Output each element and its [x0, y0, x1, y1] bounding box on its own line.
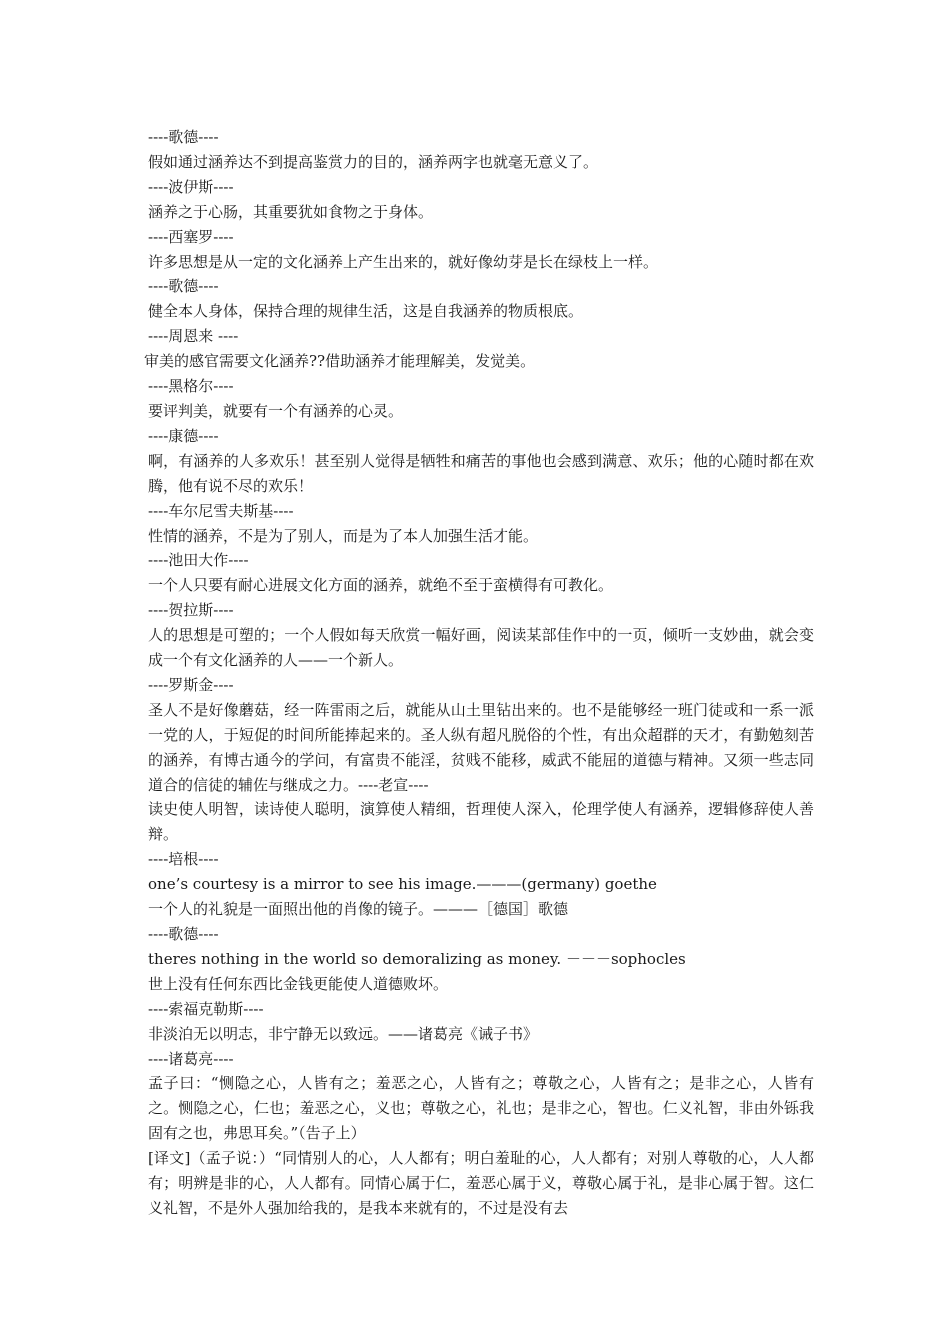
translation-paragraph: [译文]（孟子说：）“同情别人的心，人人都有；明白羞耻的心，人人都有；对别人尊敬的心，人人都有；明辨是非的心，人人都有。同情心属于仁，羞恶心属于义，尊敬心属于礼，是非心属于智。这仁义礼智，不是外人强加给我的，是我本来就有的，不过是没有去 [148, 1149, 814, 1217]
quote-paragraph: 一个人的礼貌是一面照出他的肖像的镜子。———［德国］歌德 [148, 900, 569, 919]
attribution-hegel: ----黑格尔---- [148, 377, 234, 396]
quote-paragraph: 圣人不是好像蘑菇，经一阵雷雨之后，就能从山土里钻出来的。也不是能够经一班门徒或和一系一派一党的人，于短促的时间所能捧起来的。圣人纵有超凡脱俗的个性，有出众超群的天才，有勤勉刻苦的涵养，有博古通今的学问，有富贵不能淫，贫贱不能移，威武不能屈的道德与精神。又须一些志同道合的信徒的辅佐与继成之力。----老宣---- [148, 700, 814, 794]
quote-paragraph: 审美的感官需要文化涵养??借助涵养才能理解美，发觉美。 [144, 352, 536, 371]
quote-paragraph: 世上没有任何东西比金钱更能使人道德败坏。 [148, 974, 449, 993]
attribution-goethe-2: ----歌德---- [148, 277, 219, 296]
attribution-kant: ----康德---- [148, 426, 219, 445]
attribution-goethe-3: ----歌德---- [148, 925, 219, 943]
quote-paragraph: 啊，有涵养的人多欢乐！甚至别人觉得是牺牲和痛苦的事他也会感到满意、欢乐；他的心随时都在欢腾，他有说不尽的欢乐！ [148, 451, 814, 495]
attribution-zhou-enlai: ----周恩来 ---- [148, 327, 239, 346]
quote-paragraph: 要评判美，就要有一个有涵养的心灵。 [148, 401, 404, 420]
attribution-boyce: ----波伊斯---- [148, 177, 234, 196]
attribution-ruskin: ----罗斯金---- [148, 675, 234, 694]
quote-paragraph: 一个人只要有耐心进展文化方面的涵养，就绝不至于蛮横得有可教化。 [148, 576, 614, 595]
quote-paragraph: 许多思想是从一定的文化涵养上产生出来的，就好像幼芽是长在绿枝上一样。 [148, 252, 659, 271]
attribution-zhuge-liang: ----诸葛亮---- [148, 1049, 234, 1068]
attribution-sophocles: ----索福克勒斯---- [148, 999, 264, 1018]
attribution-ikeda: ----池田大作---- [148, 551, 249, 570]
quote-paragraph: 性情的涵养，不是为了别人，而是为了本人加强生活才能。 [148, 526, 539, 545]
quote-paragraph: 读史使人明智，读诗使人聪明，演算使人精细，哲理使人深入，伦理学使人有涵养，逻辑修辞使人善辩。 [148, 800, 814, 844]
quote-paragraph: 孟子曰：“恻隐之心，人皆有之；羞恶之心，人皆有之；尊敬之心，人皆有之；是非之心，人皆有之。恻隐之心，仁也；羞恶之心，义也；尊敬之心，礼也；是非之心，智也。仁义礼智，非由外铄我固有之也，弗思耳矣。”（告子上） [148, 1074, 814, 1143]
quote-paragraph: 假如通过涵养达不到提高鉴赏力的目的，涵养两字也就毫无意义了。 [148, 152, 599, 171]
quote-paragraph: 人的思想是可塑的；一个人假如每天欣赏一幅好画，阅读某部佳作中的一页，倾听一支妙曲，就会变成一个有文化涵养的人——一个新人。 [148, 626, 814, 670]
attribution-bacon: ----培根---- [148, 850, 219, 869]
document-body [144, 125, 814, 1221]
attribution-cicero: ----西塞罗---- [148, 227, 234, 246]
attribution-horace: ----贺拉斯---- [148, 601, 234, 620]
quote-paragraph: 涵养之于心肠，其重要犹如食物之于身体。 [148, 202, 434, 221]
attribution-chernyshevsky: ----车尔尼雪夫斯基---- [148, 501, 294, 520]
attribution-goethe-1: ----歌德---- [148, 128, 219, 146]
quote-english: one’s courtesy is a mirror to see his image.———(germany) goethe [148, 875, 657, 894]
quote-english: theres nothing in the world so demoralizing as money. －－－sophocles [148, 949, 686, 968]
quote-paragraph: 健全本人身体，保持合理的规律生活，这是自我涵养的物质根底。 [148, 302, 584, 321]
quote-paragraph: 非淡泊无以明志，非宁静无以致远。——诸葛亮《诫子书》 [148, 1024, 539, 1043]
